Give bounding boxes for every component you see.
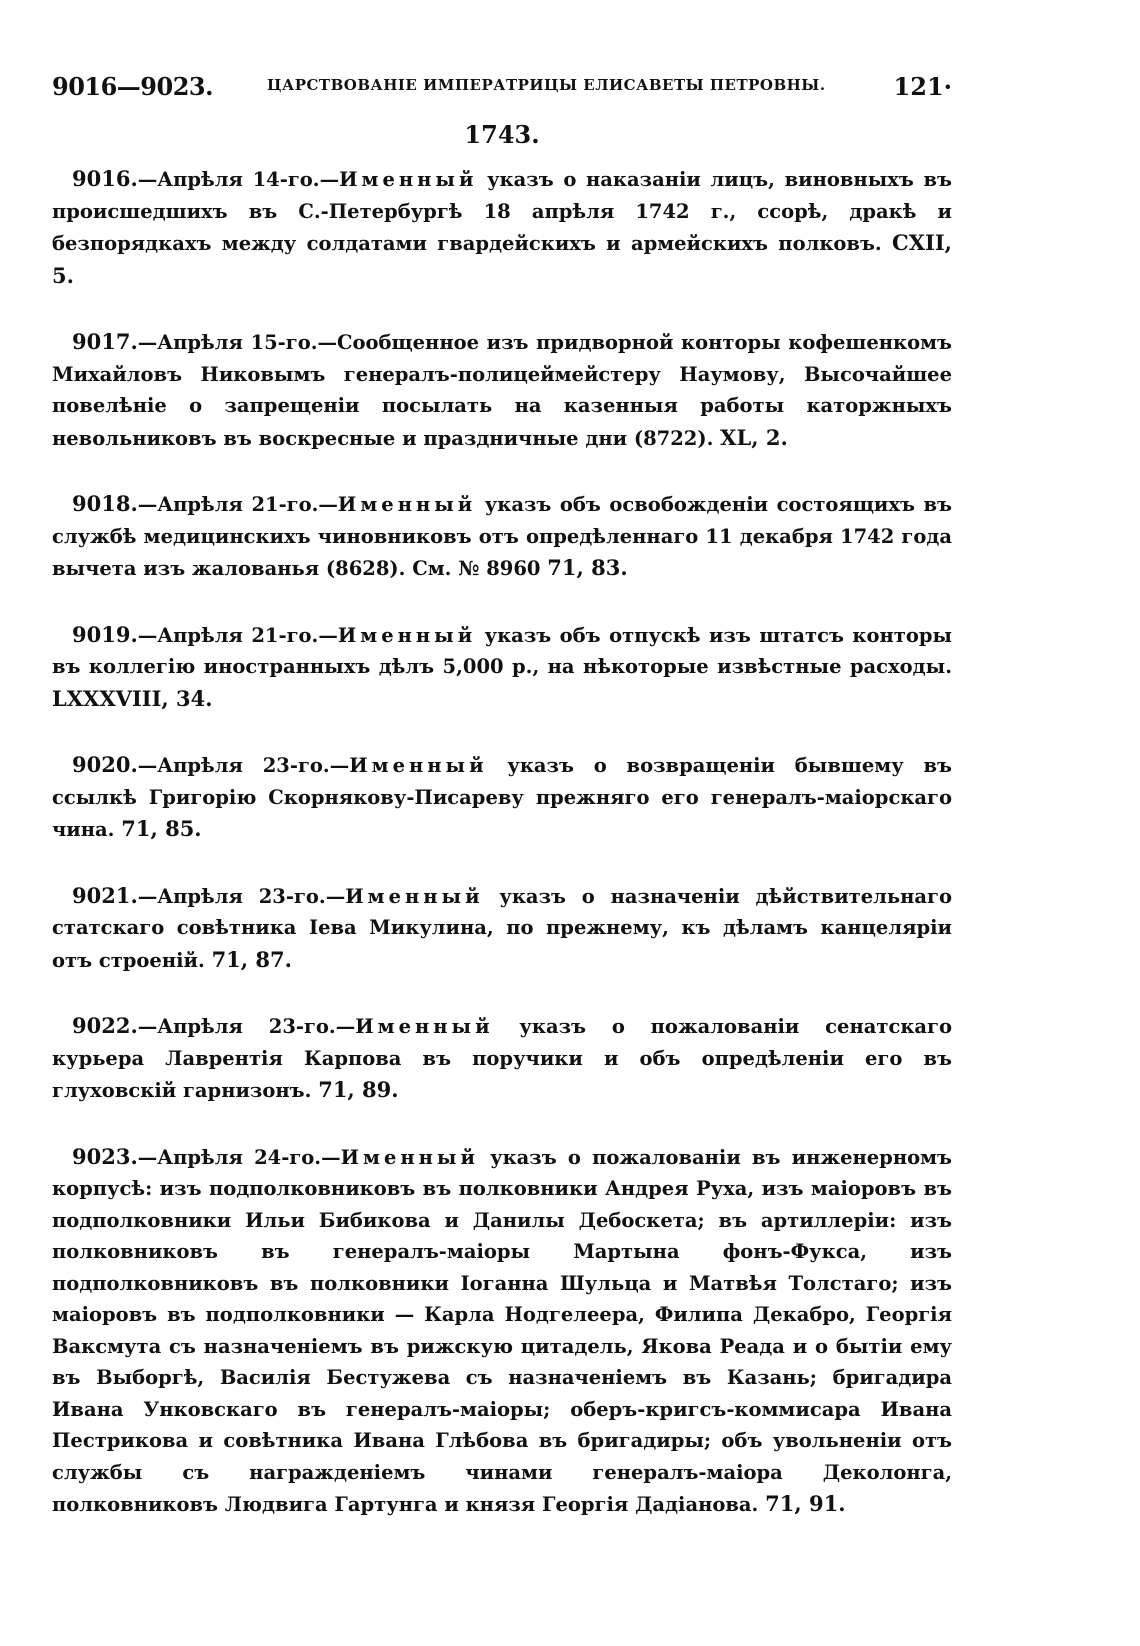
entry-text: указъ объ освобожденіи состоящихъ въ службѣ медицинскихъ чиновниковъ отъ опредѣленнаго 11 декабря 1742 года вычета изъ жалованья (8628). См. № 8960	[52, 493, 953, 580]
entry-kind: Именный	[340, 1145, 479, 1169]
entry-number: 9018.	[72, 491, 138, 516]
entry-9020	[52, 749, 952, 846]
entry-9019	[52, 619, 952, 716]
entry-kind: Именный	[345, 884, 484, 908]
entry-number: 9022.	[72, 1013, 138, 1038]
entry-9017	[52, 326, 952, 454]
entry-reference: 71, 89.	[318, 1077, 399, 1102]
entry-text: указъ о назначеніи дѣйствительнаго статскаго совѣтника Іева Микулина, по прежнему, къ дѣламъ канцеляріи отъ строеній.	[52, 884, 952, 972]
entry-text: указъ о пожалованіи въ инженерномъ корпусѣ: изъ подполковниковъ въ полковники Андрея Руха, изъ маіоровъ въ подполковники Ильи Бибикова и Данилы Дебоскета; въ артиллеріи: изъ полковниковъ въ генералъ-маіоры Мартына фонъ-Фукса, изъ подполковниковъ въ полковники Іоганна Шульца и Матвѣя Толстаго; изъ маіоровъ въ подполковники — Карла Нодгелеера, Филипа Декабро, Георгія Ваксмута съ назначеніемъ въ рижскую цитадель, Якова Реада и о бытіи ему въ Выборгѣ, Василія Бестужева съ назначеніемъ въ Казань; бригадира Ивана Унковскаго въ генералъ-маіоры; оберъ-кригсъ-коммисара Ивана Пестрикова и совѣтника Ивана Глѣбова въ бригадиры; объ увольненіи отъ службы съ награжденіемъ чинами генералъ-маіора Деколонга, полковниковъ Людвига Гартунга и князя Георгія Дадіанова.	[52, 1145, 952, 1516]
entry-9016	[52, 163, 952, 292]
entry-kind: Именный	[355, 1015, 494, 1038]
entry-reference: 71, 85.	[121, 816, 202, 841]
entry-reference: LXXXVIII, 34.	[52, 685, 213, 711]
entry-reference: XL, 2.	[720, 424, 788, 450]
entry-9023	[52, 1141, 952, 1521]
entry-number: 9023.	[72, 1143, 138, 1169]
entry-date: —Апрѣля 15-го.—	[137, 331, 338, 354]
year-heading: 1743.	[464, 120, 540, 149]
entry-reference: 71, 83.	[547, 555, 628, 580]
document-page	[52, 60, 952, 1521]
entry-9022	[52, 1010, 952, 1107]
entry-number: 9021.	[72, 882, 138, 908]
entry-date: —Апрѣля 14-го.—	[137, 168, 340, 191]
running-head	[52, 60, 952, 100]
running-head-range: 9016—9023.	[52, 72, 213, 101]
entry-date: —Апрѣля 21-го.—	[137, 493, 338, 516]
running-head-title: ЦАРСТВОВАНІЕ ИМПЕРАТРИЦЫ ЕЛИСАВЕТЫ ПЕТРОВНЫ.	[267, 76, 826, 94]
entry-kind: Именный	[337, 493, 477, 516]
entry-date: —Апрѣля 24-го.—	[137, 1145, 341, 1169]
entry-number: 9017.	[72, 329, 138, 354]
entry-number: 9019.	[72, 621, 138, 647]
entry-date: —Апрѣля 23-го.—	[137, 754, 350, 777]
page-number: 121·	[893, 72, 952, 101]
entry-text: указъ о пожалованіи сенатскаго курьера Лаврентія Карпова въ поручики и объ опредѣленіи его въ глуховскій гарнизонъ.	[52, 1015, 952, 1102]
entry-kind: Именный	[339, 168, 478, 191]
entry-reference: CXII, 5.	[52, 230, 952, 288]
entry-text: указъ о наказаніи лицъ, виновныхъ въ происшедшихъ въ С.-Петербургѣ 18 апрѣля 1742 г., ссорѣ, дракѣ и безпорядкахъ между солдатами гвардейскихъ и армейскихъ полковъ.	[52, 168, 953, 255]
entry-reference: 71, 91.	[765, 1491, 846, 1516]
entry-9021	[52, 880, 952, 977]
entry-number: 9020.	[72, 752, 138, 777]
entry-9018	[52, 488, 952, 585]
entry-date: —Апрѣля 21-го.—	[137, 623, 338, 647]
entry-date: —Апрѣля 23-го.—	[137, 884, 346, 908]
entry-text: указъ объ отпускѣ изъ штатсъ конторы въ коллегію иностранныхъ дѣлъ 5,000 р., на нѣкоторые извѣстные расходы.	[52, 623, 953, 678]
entry-reference: 71, 87.	[211, 946, 292, 972]
entry-text: Сообщенное изъ придворной конторы кофешенкомъ Михайловъ Никовымъ генералъ-полицеймейстеру Наумову, Высочайшее повелѣніе о запрещеніи посылать на казенныя работы каторжныхъ невольниковъ въ воскресные и праздничные дни (8722).	[52, 331, 952, 450]
entry-number: 9016.	[72, 166, 138, 191]
entry-kind: Именный	[349, 754, 488, 777]
entry-date: —Апрѣля 23-го.—	[137, 1015, 356, 1038]
entry-kind: Именный	[337, 623, 477, 647]
entry-text: указъ о возвращеніи бывшему въ ссылкѣ Григорію Скорнякову-Писареву прежняго его генералъ-маіорскаго чина.	[52, 754, 953, 841]
